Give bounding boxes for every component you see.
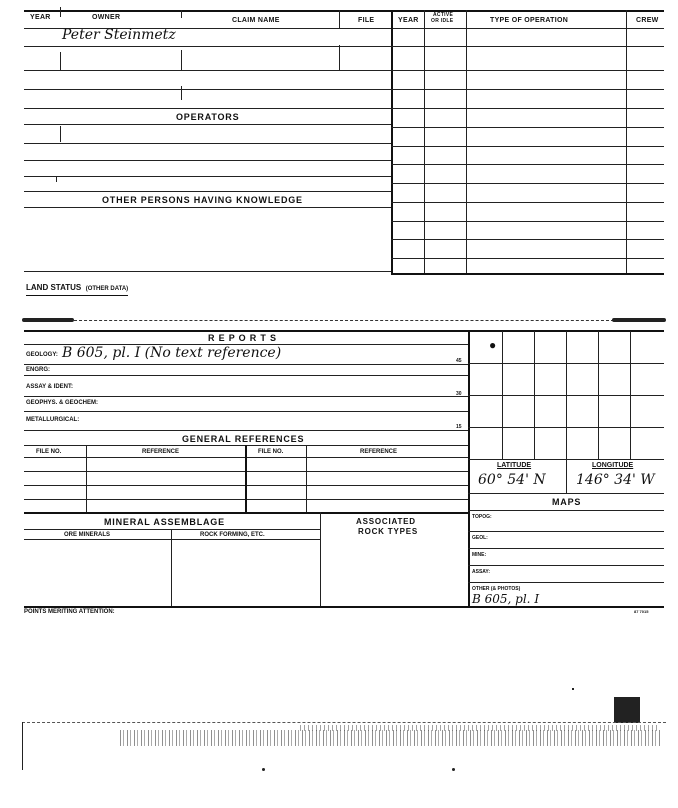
map-grid-mark: ●: [489, 338, 497, 352]
assay-code: 30: [456, 391, 462, 397]
rock-forming-label: ROCK FORMING, ETC.: [200, 532, 265, 538]
ore-minerals-label: ORE MINERALS: [64, 532, 111, 538]
associated-rock-types-line2: ROCK TYPES: [358, 527, 419, 536]
longitude-value: 146° 34' W: [576, 472, 655, 488]
form-code: 87 7015: [634, 609, 649, 614]
maps-other-label: OTHER (& PHOTOS): [472, 586, 521, 592]
col-header-claim-name: CLAIM NAME: [232, 17, 280, 24]
ref-col-file-no-2: FILE NO.: [258, 449, 284, 455]
maps-other-value: B 605, pl. I: [472, 592, 540, 606]
points-meriting-attention: POINTS MERITING ATTENTION:: [24, 609, 115, 615]
col-header-year-2: YEAR: [398, 17, 419, 24]
general-references-title: GENERAL REFERENCES: [182, 434, 305, 444]
col-header-owner: OWNER: [92, 14, 121, 21]
col-header-active: ACTIVE: [433, 12, 454, 18]
col-header-or-idle: OR IDLE: [431, 18, 454, 24]
associated-rock-types-line1: ASSOCIATED: [356, 517, 416, 526]
geology-value: B 605, pl. I (No text reference): [62, 345, 282, 361]
geology-label: GEOLOGY:: [26, 352, 58, 358]
other-persons-title: OTHER PERSONS HAVING KNOWLEDGE: [102, 195, 303, 205]
assay-ident-label: ASSAY & IDENT:: [26, 384, 74, 390]
mineral-assemblage-title: MINERAL ASSEMBLAGE: [104, 517, 225, 527]
ref-col-file-no: FILE NO.: [36, 449, 62, 455]
land-status-label: LAND STATUS: [26, 283, 82, 292]
col-header-file: FILE: [358, 17, 375, 24]
land-status-sub: (OTHER DATA): [85, 286, 129, 292]
maps-assay-label: ASSAY:: [472, 569, 491, 575]
reports-title: R E P O R T S: [208, 333, 277, 343]
engrg-label: ENGRG:: [26, 367, 50, 373]
maps-title: MAPS: [552, 497, 582, 507]
maps-topog-label: TOPOG:: [472, 514, 492, 520]
owner-entry: Peter Steinmetz: [62, 27, 176, 43]
geophys-label: GEOPHYS. & GEOCHEM:: [26, 400, 99, 406]
land-status: [26, 277, 128, 296]
operators-title: OPERATORS: [176, 112, 240, 122]
col-header-crew: CREW: [636, 17, 659, 24]
latitude-value: 60° 54' N: [478, 472, 546, 488]
maps-mine-label: MINE:: [472, 552, 487, 558]
geology-code: 45: [456, 358, 462, 364]
longitude-label: LONGITUDE: [592, 462, 634, 469]
ref-col-reference-2: REFERENCE: [360, 449, 398, 455]
col-header-year: YEAR: [30, 14, 51, 21]
metallurgical-label: METALLURGICAL:: [26, 417, 80, 423]
metallurgical-code: 15: [456, 424, 462, 430]
latitude-label: LATITUDE: [497, 462, 532, 469]
ref-col-reference: REFERENCE: [142, 449, 180, 455]
maps-geol-label: GEOL:: [472, 535, 488, 541]
col-header-type-of-operation: TYPE OF OPERATION: [490, 17, 569, 24]
